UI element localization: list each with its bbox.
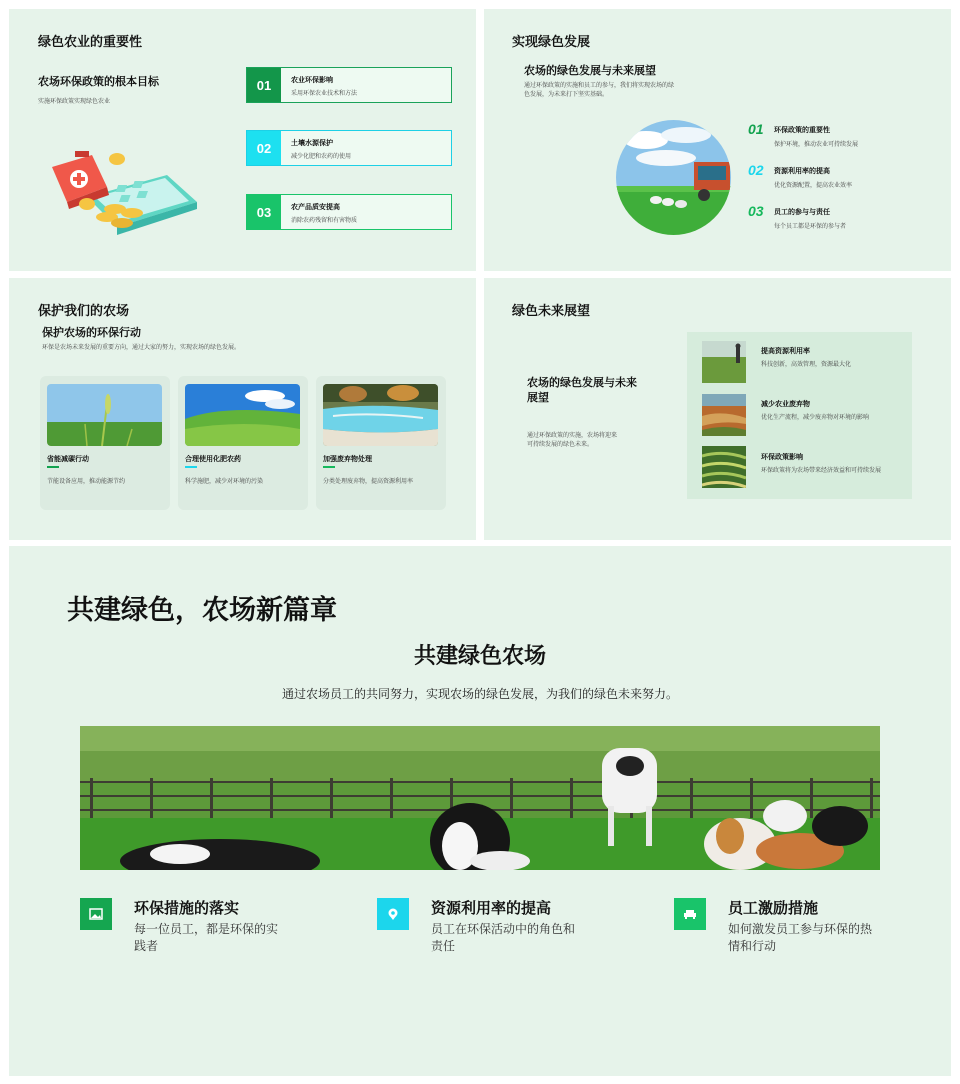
goal-desc: 采用环保农业技术和方法: [291, 91, 358, 97]
action-card-2: [178, 376, 308, 510]
dev-title: 环保政策的重要性: [774, 127, 830, 134]
slide-title: 实现绿色发展: [512, 34, 591, 49]
slide-subtitle: 农场的绿色发展与未来展望: [524, 65, 656, 77]
slide-desc: 环保是农场未来发展的重要方向，通过大家的努力，实现农场的绿色发展。: [42, 345, 241, 351]
dev-number: 02: [748, 162, 764, 178]
location-icon: [377, 898, 409, 930]
wheat-photo: [47, 384, 162, 446]
sofa-icon: [674, 898, 706, 930]
terraced-field-photo: [702, 446, 746, 488]
dev-desc: 保护环境，推动农业可持续发展: [774, 142, 859, 148]
outlook-panel: [687, 332, 912, 499]
slide-title: 保护我们的农场: [38, 303, 130, 318]
goal-number: 01: [247, 68, 281, 102]
feature-desc: 如何激发员工参与环保的热情和行动: [728, 922, 873, 953]
goal-desc: 消除农药残留和有害物质: [291, 218, 358, 224]
action-card-1: [40, 376, 170, 510]
outlook-title: 减少农业废弃物: [761, 401, 810, 408]
slide-green-development: [484, 9, 951, 271]
dev-desc: 每个员工都是环保的参与者: [774, 224, 847, 230]
slide-subtitle: 农场的绿色发展与未来展望: [527, 377, 637, 404]
image-icon: [80, 898, 112, 930]
slide-importance: [9, 9, 476, 271]
farm-field-photo: [616, 120, 731, 235]
dev-title: 员工的参与与责任: [774, 209, 830, 216]
calculator-coins-illustration: [47, 147, 202, 247]
card-title: 合理使用化肥农药: [185, 456, 241, 463]
goal-title: 土壤水源保护: [291, 140, 333, 147]
feature-title: 员工激励措施: [728, 900, 819, 917]
slide-build-together: [9, 546, 951, 1076]
outlook-desc: 环保政策将为农场带来经济效益和可持续发展: [761, 468, 882, 474]
slide-title: 共建绿色，农场新篇章: [67, 595, 337, 625]
feature-title: 资源利用率的提高: [431, 900, 552, 917]
accent-bar: [47, 466, 59, 468]
slide-desc: 通过环保政策的实施，农场将迎来可持续发展的绿色未来。: [527, 433, 618, 448]
slide-title: 绿色未来展望: [512, 303, 591, 318]
dev-number: 03: [748, 203, 764, 219]
feature-desc: 员工在环保活动中的角色和责任: [431, 922, 576, 953]
goal-desc: 减少化肥和农药的使用: [291, 154, 352, 160]
goal-item-1: [246, 67, 452, 103]
slide-subtitle: 农场环保政策的根本目标: [38, 76, 159, 88]
slide-green-future: [484, 278, 951, 540]
slide-subtitle: 保护农场的环保行动: [42, 327, 141, 339]
slide-title: 绿色农业的重要性: [38, 34, 143, 49]
dev-title: 资源利用率的提高: [774, 168, 830, 175]
outlook-title: 环保政策影响: [761, 454, 803, 461]
farmland-aerial-photo: [702, 394, 746, 436]
accent-bar: [323, 466, 335, 468]
green-hills-photo: [185, 384, 300, 446]
slide-desc: 实施环保政策实现绿色农业: [38, 99, 111, 105]
card-desc: 节能设备应用，推动能源节约: [47, 479, 126, 485]
outlook-title: 提高资源利用率: [761, 348, 810, 355]
card-title: 省能减碳行动: [47, 456, 89, 463]
cows-pasture-photo: [80, 726, 880, 870]
goal-number: 03: [247, 195, 281, 229]
goal-item-3: [246, 194, 452, 230]
field-worker-photo: [702, 341, 746, 383]
terraced-pools-photo: [323, 384, 438, 446]
feature-desc: 每一位员工，都是环保的实践者: [134, 922, 279, 953]
dev-number: 01: [748, 121, 764, 137]
dev-desc: 优化资源配置，提高农业效率: [774, 183, 853, 189]
goal-item-2: [246, 130, 452, 166]
goal-title: 农业环保影响: [291, 77, 333, 84]
card-title: 加强废弃物处理: [323, 456, 372, 463]
slide-protect-farm: [9, 278, 476, 540]
section-desc: 通过农场员工的共同努力，实现农场的绿色发展，为我们的绿色未来努力。: [281, 687, 678, 701]
card-desc: 科学施肥，减少对环境的污染: [185, 479, 264, 485]
outlook-desc: 优化生产流程，减少废弃物对环境的影响: [761, 415, 870, 421]
feature-title: 环保措施的落实: [134, 900, 240, 917]
card-desc: 分类处理废弃物，提高资源利用率: [323, 479, 414, 485]
slide-desc: 通过环保政策的实施和员工的参与，我们将实现农场的绿色发展，为未来打下坚实基础。: [524, 83, 675, 98]
goal-number: 02: [247, 131, 281, 165]
section-heading: 共建绿色农场: [413, 643, 546, 668]
outlook-desc: 科技创新，高效管理，资源最大化: [761, 362, 852, 368]
goal-title: 农产品质安提高: [291, 204, 340, 211]
accent-bar: [185, 466, 197, 468]
action-card-3: [316, 376, 446, 510]
